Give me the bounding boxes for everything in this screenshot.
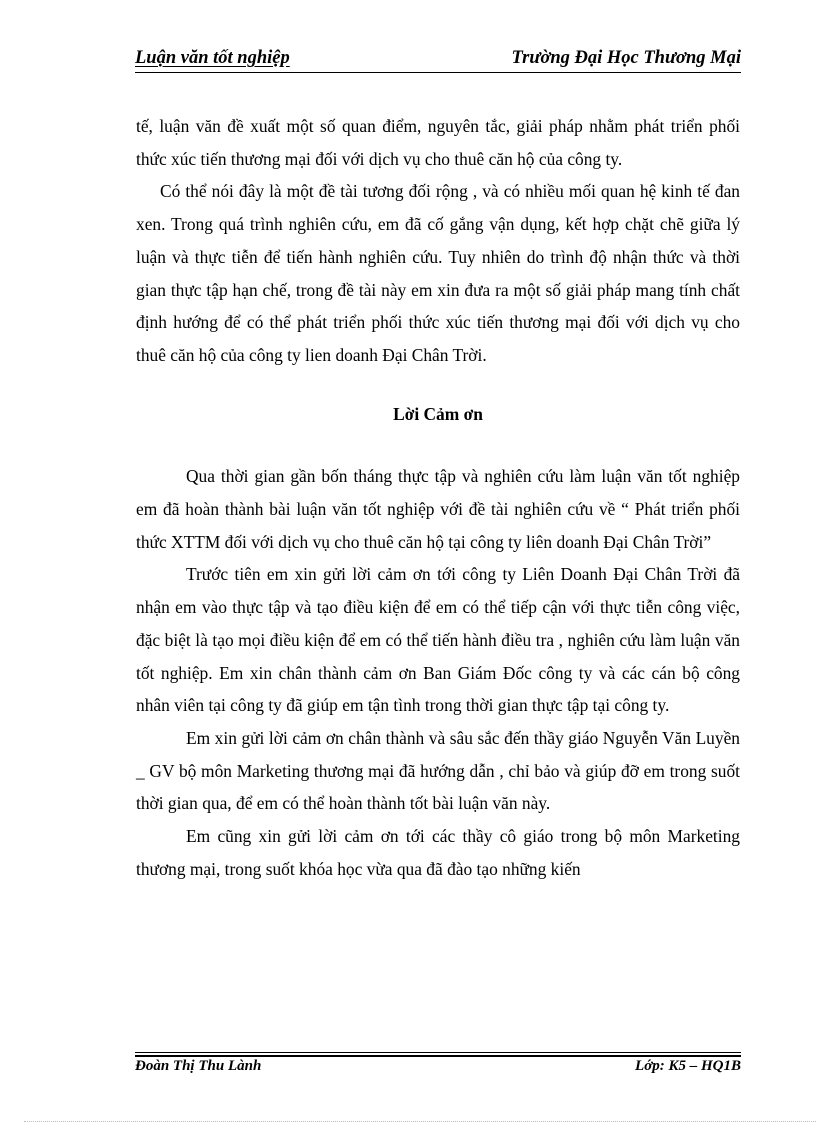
spacer (136, 430, 740, 460)
footer-rule-thick (135, 1055, 741, 1057)
section-title: Lời Cảm ơn (393, 403, 483, 424)
footer-rule-thin (135, 1052, 741, 1053)
spacer (136, 372, 740, 398)
header-rule (135, 72, 741, 73)
header-university-name: Trường Đại Học Thương Mại (511, 48, 741, 68)
paragraph-intro-scope: Có thể nói đây là một đề tài tương đối rộng , và có nhiều mối quan hệ kinh tế đan xen. Trong quá trình nghiên cứu, em đã cố gắng vận dụng, kết hợp chặt chẽ giữa lý luận và thực tiễn để tiến hành nghiên cứu. Tuy nhiên do trình độ nhận thức và thời gian thực tập hạn chế, trong đề tài này em xin đưa ra một số giải pháp mang tính chất định hướng để có thể phát triển phối thức xúc tiến thương mại đối với dịch vụ cho thuê căn hộ của công ty lien doanh Đại Chân Trời. (136, 181, 740, 365)
paragraph-thanks-1: Qua thời gian gần bốn tháng thực tập và nghiên cứu làm luận văn tốt nghiệp em đã hoàn thành bài luận văn tốt nghiệp với đề tài nghiên cứu về “ Phát triển phối thức XTTM đối với dịch vụ cho thuê căn hộ tại công ty liên doanh Đại Chân Trời” (136, 466, 740, 552)
paragraph-thanks-3: Em xin gửi lời cảm ơn chân thành và sâu sắc đến thầy giáo Nguyễn Văn Luyền _ GV bộ môn Marketing thương mại đã hướng dẫn , chỉ bảo và giúp đỡ em trong suốt thời gian qua, để em có thể hoàn thành tốt bài luận văn này. (136, 727, 740, 814)
paragraph-thanks-4: Em cũng xin gửi lời cảm ơn tới các thầy cô giáo trong bộ môn Marketing thương mại, trong suốt khóa học vừa qua đã đào tạo những kiến (136, 826, 740, 879)
page-edge (24, 1121, 816, 1122)
footer-class-code: Lớp: K5 – HQ1B (635, 1058, 741, 1074)
page-footer (135, 1058, 741, 1080)
body-text (136, 110, 740, 885)
footer-author-name: Đoàn Thị Thu Lành (135, 1058, 262, 1074)
page-header (135, 48, 741, 72)
paragraph-intro-continuation: tế, luận văn đề xuất một số quan điểm, nguyên tắc, giải pháp nhằm phát triển phối thức xúc tiến thương mại đối với dịch vụ cho thuê căn hộ của công ty. (136, 116, 740, 169)
header-thesis-label: Luận văn tốt nghiệp (135, 48, 290, 68)
paragraph-thanks-2: Trước tiên em xin gửi lời cảm ơn tới công ty Liên Doanh Đại Chân Trời đã nhận em vào thực tập và tạo điều kiện để em có thể tiếp cận với thực tiễn công việc, đặc biệt là tạo mọi điều kiện để em có thể tiến hành điều tra , nghiên cứu làm luận văn tốt nghiệp. Em xin chân thành cảm ơn Ban Giám Đốc công ty và các cán bộ công nhân viên tại công ty đã giúp em tận tình trong thời gian thực tập tại công ty. (136, 564, 740, 716)
